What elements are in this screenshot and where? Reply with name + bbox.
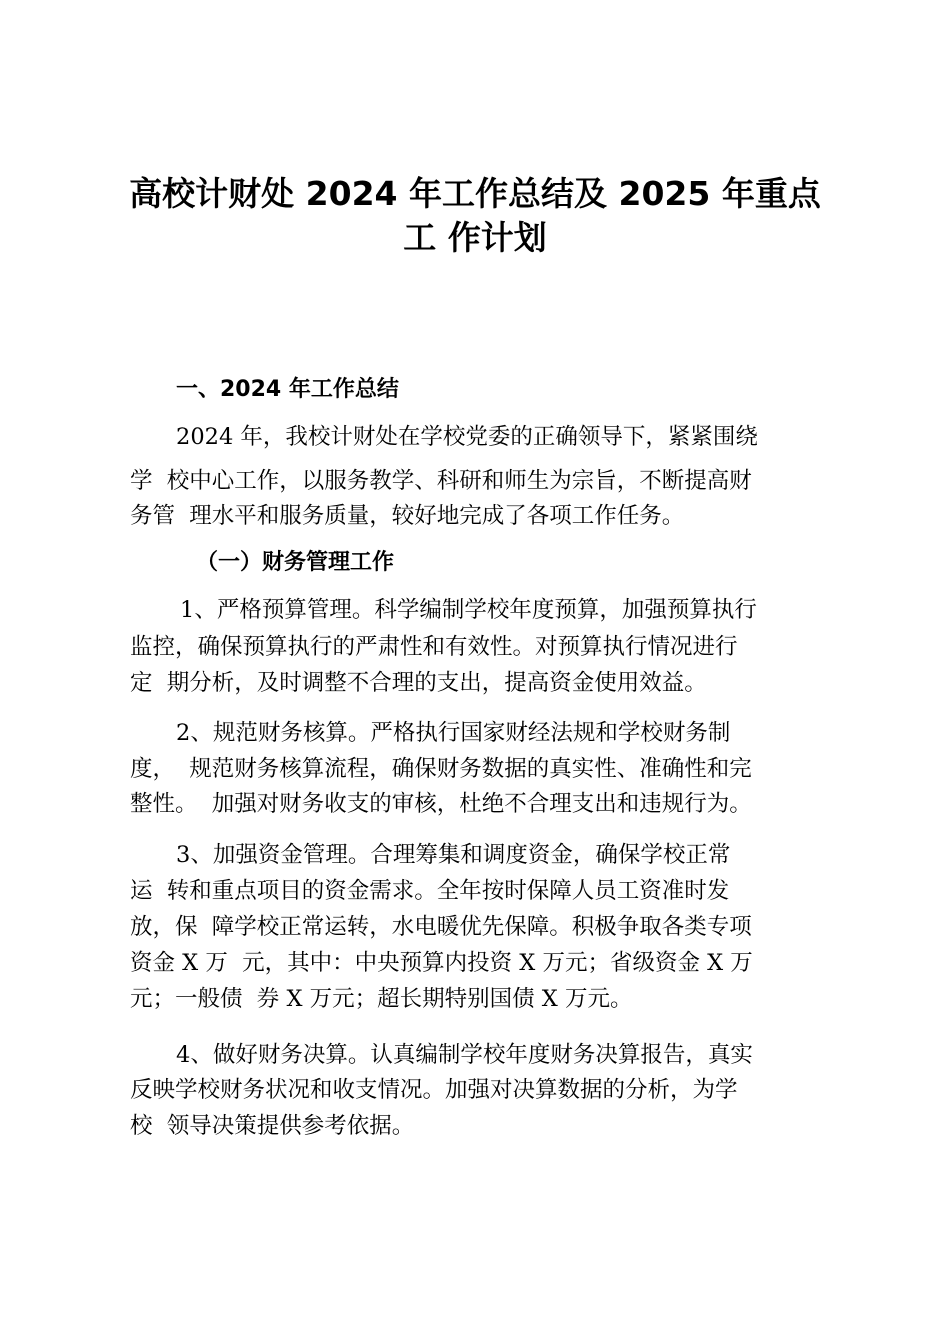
document-title-line-2: 工 作计划	[403, 218, 547, 257]
intro-line-2: 学 校中心工作，以服务教学、科研和师生为宗旨，不断提高财	[130, 468, 752, 494]
intro-line-3: 务管 理水平和服务质量，较好地完成了各项工作任务。	[130, 503, 685, 529]
paragraph-1-line-1: 1、严格预算管理。科学编制学校年度预算，加强预算执行	[180, 597, 757, 623]
subsection-heading: （一）财务管理工作	[196, 550, 395, 575]
paragraph-3-line-3: 放，保 障学校正常运转，水电暖优先保障。积极争取各类专项	[130, 914, 752, 940]
paragraph-2-line-3: 整性。 加强对财务收支的审核，杜绝不合理支出和违规行为。	[130, 791, 752, 817]
paragraph-1-line-2: 监控，确保预算执行的严肃性和有效性。对预算执行情况进行	[130, 634, 738, 660]
section-heading: 一、2024 年工作总结	[176, 377, 399, 402]
paragraph-3-line-1: 3、加强资金管理。合理筹集和调度资金，确保学校正常	[176, 842, 731, 868]
paragraph-4-line-1: 4、做好财务决算。认真编制学校年度财务决算报告，真实	[176, 1042, 753, 1068]
paragraph-3-line-5: 元；一般债 券 X 万元；超长期特别国债 X 万元。	[130, 986, 633, 1012]
document-title-line-1: 高校计财处 2024 年工作总结及 2025 年重点	[129, 174, 821, 213]
paragraph-4-line-3: 校 领导决策提供参考依据。	[130, 1113, 415, 1139]
paragraph-3-line-2: 运 转和重点项目的资金需求。全年按时保障人员工资准时发	[130, 878, 730, 904]
paragraph-2-line-1: 2、规范财务核算。严格执行国家财经法规和学校财务制	[176, 720, 731, 746]
paragraph-3-line-4: 资金 X 万 元，其中：中央预算内投资 X 万元；省级资金 X 万	[130, 950, 753, 976]
intro-line-1: 2024 年，我校计财处在学校党委的正确领导下，紧紧围绕	[176, 424, 758, 450]
paragraph-2-line-2: 度， 规范财务核算流程，确保财务数据的真实性、准确性和完	[130, 756, 752, 782]
paragraph-1-line-3: 定 期分析，及时调整不合理的支出，提高资金使用效益。	[130, 670, 707, 696]
paragraph-4-line-2: 反映学校财务状况和收支情况。加强对决算数据的分析，为学	[130, 1077, 738, 1103]
